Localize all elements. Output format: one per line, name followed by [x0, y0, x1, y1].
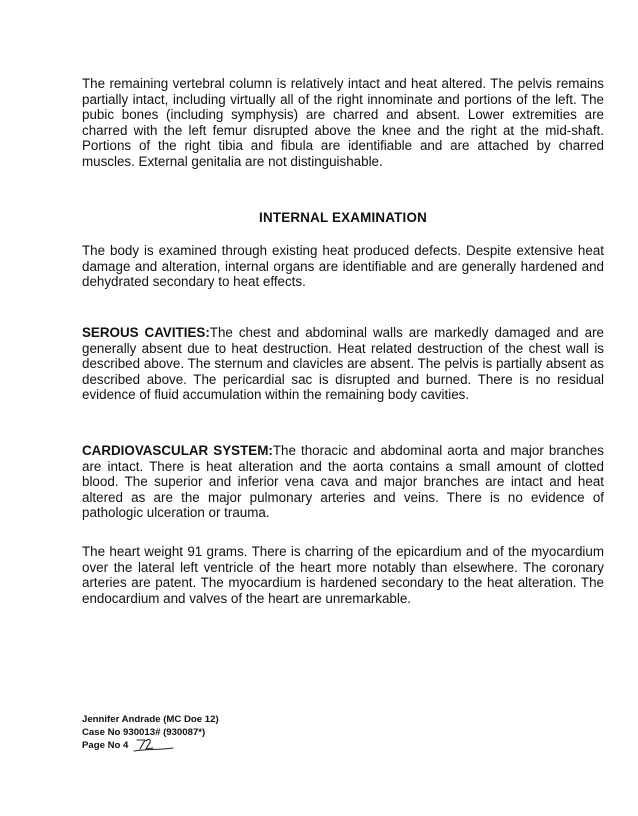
paragraph-serous-cavities [82, 325, 604, 403]
paragraph-cardiovascular [82, 443, 604, 521]
handwritten-initials-mark [133, 735, 175, 753]
footer-case-number: Case No 930013# (930087*) [82, 726, 206, 738]
page-footer [82, 714, 219, 753]
paragraph-skeletal-findings: The remaining vertebral column is relatively intact and heat altered. The pelvis remains partially intact, including virtually all of the right innominate and portions of the left. The pubic bones (including symphysis) are charred and absent. Lower extremities are charred with the left femur disrupted above the knee and the right at the mid-shaft. Portions of the right tibia and fibula are identifiable and are attached by charred muscles. External genitalia are not distinguishable. [82, 76, 604, 169]
footer-name: Jennifer Andrade (MC Doe 12) [82, 714, 219, 725]
handwritten-initials [133, 739, 173, 751]
paragraph-internal-exam-intro: The body is examined through existing heat produced defects. Despite extensive heat damage and alteration, internal organs are identifiable and are generally hardened and dehydrated secondary to heat effects. [82, 243, 604, 290]
serous-cavities-text: The chest and abdominal walls are markedly damaged and are generally absent due to heat destruction. Heat related destruction of the chest wall is described above. The sternum and clavicles are absent. The pelvis is partially absent as described above. The pericardial sac is disrupted and burned. There is no residual evidence of fluid accumulation within the remaining body cavities. [82, 325, 604, 403]
serous-cavities-heading: SEROUS CAVITIES: [82, 325, 210, 340]
footer-page-line [82, 739, 219, 753]
cardiovascular-heading: CARDIOVASCULAR SYSTEM: [82, 443, 273, 458]
footer-page-number: Page No 4 [82, 740, 129, 751]
section-heading: INTERNAL EXAMINATION [259, 210, 427, 225]
paragraph-heart: The heart weight 91 grams. There is charring of the epicardium and of the myocardium over the lateral left ventricle of the heart more notably than elsewhere. The coronary arteries are patent. The myocardium is hardened secondary to the heat alteration. The endocardium and valves of the heart are unremarkable. [82, 544, 604, 606]
cardiovascular-text: The thoracic and abdominal aorta and major branches are intact. There is heat alteration and the aorta contains a small amount of clotted blood. The superior and inferior vena cava and major branches are intact and heat altered as are the major pulmonary arteries and veins. There is no evidence of pathologic ulceration or trauma. [82, 443, 604, 521]
